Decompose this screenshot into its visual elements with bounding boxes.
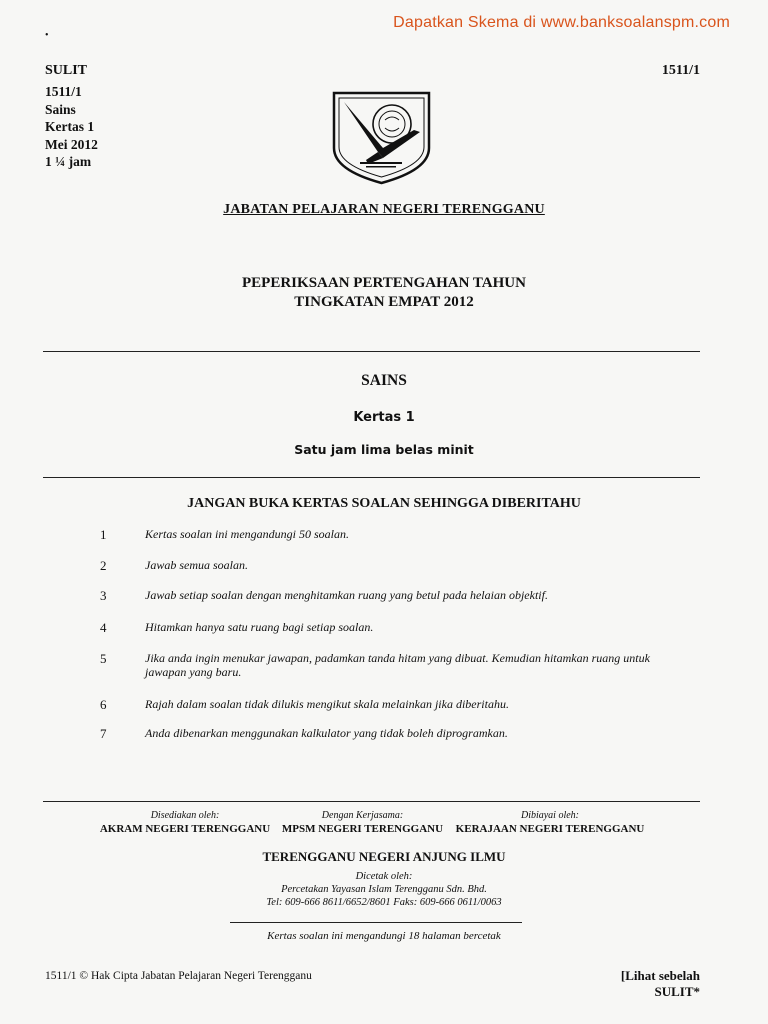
instruction-text: Jika anda ingin menukar jawapan, padamkan tanda hitam yang dibuat. Kemudian hitamkan ruang untuk jawapan yang baru.	[145, 651, 650, 679]
credit-label: Disediakan oleh:	[150, 810, 220, 821]
printer-info	[0, 870, 768, 909]
classification-label: SULIT	[45, 63, 88, 78]
printer-name: Percetakan Yayasan Islam Terengganu Sdn. Bhd.	[281, 884, 487, 895]
credit-name: KERAJAAN NEGERI TERENGGANU	[455, 823, 645, 835]
exam-title	[0, 274, 768, 312]
meta-code: 1511/1	[45, 84, 82, 99]
department-logo	[330, 90, 433, 186]
instruction-number: 1	[100, 527, 107, 542]
stray-mark: •	[45, 30, 49, 41]
credit-label: Dibiayai oleh:	[520, 810, 580, 821]
divider-middle	[43, 477, 700, 478]
copyright-text: 1511/1 © Hak Cipta Jabatan Pelajaran Negeri Terengganu	[45, 970, 312, 982]
instruction-text: Hitamkan hanya satu ruang bagi setiap soalan.	[145, 620, 374, 634]
meta-subject: Sains	[45, 101, 76, 117]
page-count-rule	[230, 922, 522, 923]
instruction-number: 6	[100, 697, 107, 712]
credit-label: Dengan Kerjasama:	[321, 810, 404, 821]
footer-classification: SULIT*	[654, 984, 700, 999]
exam-title-line-1: PEPERIKSAAN PERTENGAHAN TAHUN	[242, 275, 526, 291]
meta-duration: 1 ¼ jam	[45, 154, 92, 169]
footer-right	[621, 968, 700, 1000]
credit-funded	[450, 810, 650, 835]
watermark-text: Dapatkan Skema di www.banksoalanspm.com	[393, 14, 730, 31]
department-name: JABATAN PELAJARAN NEGERI TERENGGANU	[223, 202, 545, 217]
instruction-text: Anda dibenarkan menggunakan kalkulator yang tidak boleh diprogramkan.	[145, 726, 508, 740]
meta-date: Mei 2012	[45, 136, 98, 152]
credit-cooperation	[275, 810, 450, 835]
instruction-text: Jawab semua soalan.	[145, 558, 248, 572]
duration-text: Satu jam lima belas minit	[294, 442, 474, 457]
instruction-number: 7	[100, 726, 107, 741]
instruction-number: 4	[100, 620, 107, 635]
credit-name: AKRAM NEGERI TERENGGANU	[99, 823, 271, 835]
exam-title-line-2: TINGKATAN EMPAT 2012	[294, 294, 474, 310]
meta-paper: Kertas 1	[45, 119, 95, 134]
paper-code: 1511/1	[661, 63, 700, 78]
printer-label: Dicetak oleh:	[355, 871, 413, 882]
printer-contact: Tel: 609-666 8611/6652/8601 Faks: 609-666 0611/0063	[266, 897, 502, 908]
instruction-text: Kertas soalan ini mengandungi 50 soalan.	[145, 527, 350, 541]
divider-bottom	[43, 801, 700, 802]
motto-text: TERENGGANU NEGERI ANJUNG ILMU	[262, 849, 506, 864]
page-count-text: Kertas soalan ini mengandungi 18 halaman bercetak	[267, 930, 501, 942]
instruction-number: 5	[100, 651, 107, 666]
paper-meta	[45, 83, 98, 171]
subject-title: SAINS	[361, 372, 407, 389]
warning-heading: JANGAN BUKA KERTAS SOALAN SEHINGGA DIBERITAHU	[187, 496, 581, 511]
credit-prepared	[95, 810, 275, 835]
instruction-text: Jawab setiap soalan dengan menghitamkan ruang yang betul pada helaian objektif.	[145, 588, 548, 602]
instruction-number: 3	[100, 588, 107, 603]
instruction-number: 2	[100, 558, 107, 573]
instruction-text: Rajah dalam soalan tidak dilukis mengikut skala melainkan jika diberitahu.	[145, 697, 509, 711]
credit-name: MPSM NEGERI TERENGGANU	[281, 823, 444, 835]
divider-top	[43, 351, 700, 352]
paper-title: Kertas 1	[353, 410, 415, 425]
next-page-note: [Lihat sebelah	[620, 968, 700, 983]
